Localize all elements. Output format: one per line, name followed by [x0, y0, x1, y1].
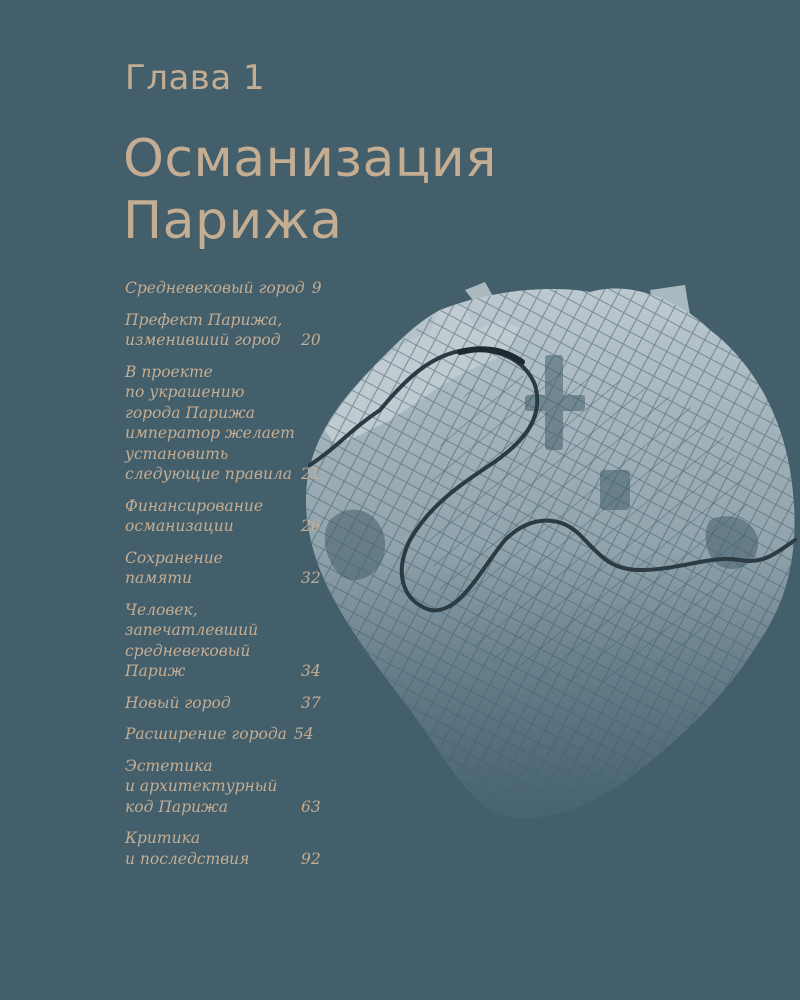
table-of-contents: [125, 278, 335, 880]
toc-entry[interactable]: [125, 756, 335, 818]
toc-entry-title: Расширение города: [125, 725, 287, 743]
toc-entry-page: 92: [301, 849, 321, 868]
toc-entry[interactable]: [125, 310, 335, 351]
chapter-title-line-2: Парижа: [123, 191, 343, 251]
toc-entry[interactable]: [125, 362, 335, 485]
toc-entry[interactable]: [125, 496, 335, 537]
toc-entry[interactable]: [125, 828, 335, 869]
toc-entry-title: Финансирование османизации: [125, 496, 264, 535]
toc-entry[interactable]: [125, 600, 335, 682]
toc-entry-page: 63: [301, 797, 321, 816]
toc-entry-title: Сохранение памяти: [125, 548, 223, 587]
toc-entry-title: Эстетика и архитектурный код Парижа: [125, 756, 278, 816]
toc-entry-page: 9: [311, 279, 322, 297]
toc-entry-title: Префект Парижа, изменивший город: [125, 310, 283, 349]
toc-entry-page: 32: [301, 569, 321, 587]
toc-entry-title: Новый город: [125, 693, 231, 712]
toc-entry-title: В проекте по украшению города Парижа император желает установить следующие правила: [125, 362, 295, 483]
toc-entry-page: 21: [301, 465, 321, 483]
chapter-title-line-1: Османизация: [123, 129, 497, 189]
toc-entry-page: 26: [301, 517, 321, 535]
toc-entry[interactable]: [125, 548, 335, 589]
toc-entry-page: 34: [301, 662, 321, 680]
toc-entry-title: Человек, запечатлевший средневековый Париж: [125, 600, 259, 680]
toc-entry-page: 37: [301, 693, 321, 712]
toc-entry[interactable]: [125, 278, 335, 299]
toc-entry[interactable]: [125, 724, 335, 745]
toc-entry[interactable]: [125, 693, 335, 714]
chapter-title: [123, 128, 497, 252]
toc-entry-title: Средневековый город: [125, 279, 305, 297]
toc-entry-title: Критика и последствия: [125, 829, 250, 868]
toc-entry-page: 54: [293, 725, 314, 743]
chapter-label: Глава 1: [125, 58, 266, 98]
paris-map-illustration: [290, 270, 800, 830]
toc-entry-page: 20: [301, 331, 321, 349]
